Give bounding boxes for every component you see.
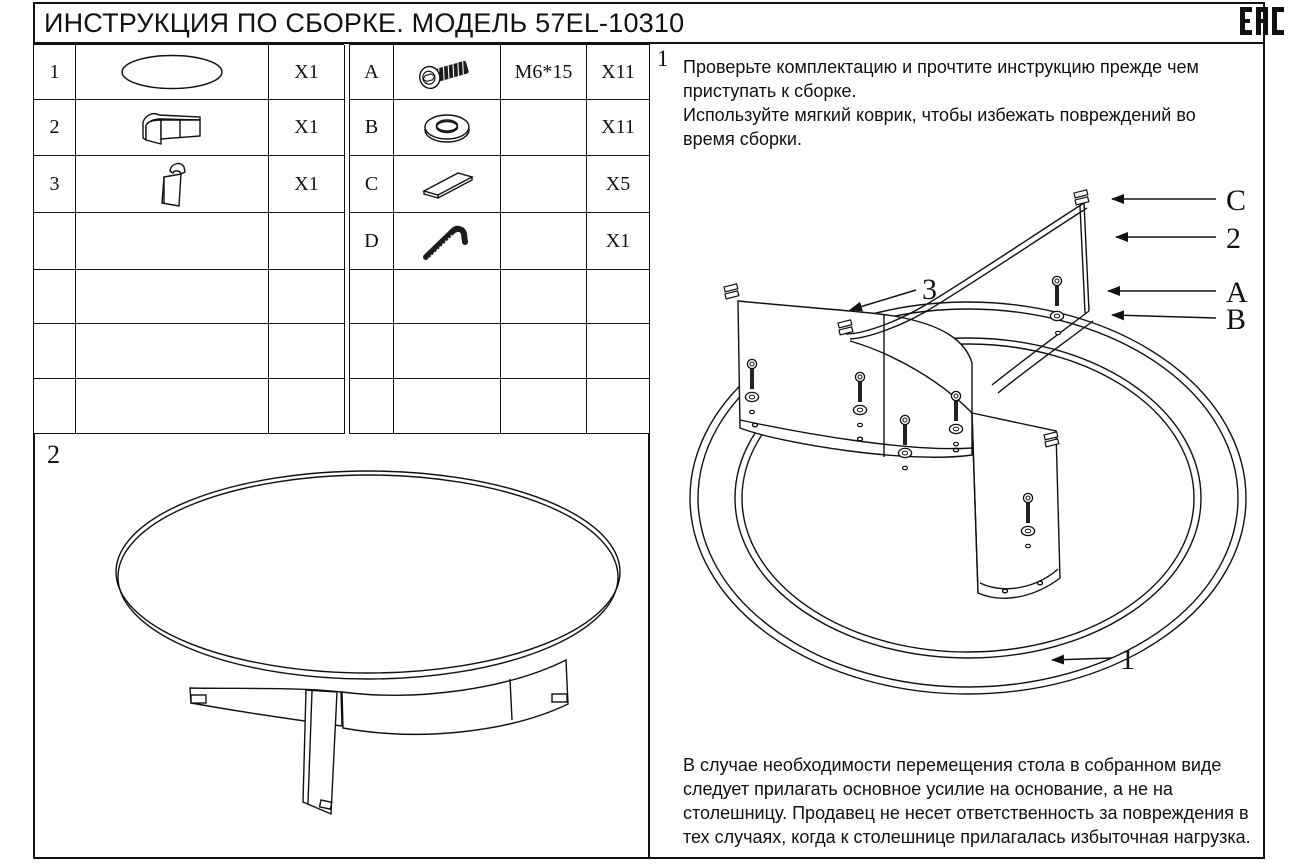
empty-cell <box>501 324 587 379</box>
part-qty: X1 <box>269 156 345 213</box>
part-qty: X1 <box>269 45 345 100</box>
empty-cell <box>76 213 269 270</box>
empty-cell <box>76 270 269 324</box>
hardware-id: A <box>350 45 394 100</box>
washer-icon <box>394 100 501 156</box>
empty-cell <box>587 270 650 324</box>
empty-cell <box>76 324 269 379</box>
base-panel-large-icon <box>76 100 269 156</box>
empty-cell <box>587 379 650 434</box>
hardware-table <box>349 44 649 434</box>
empty-cell <box>394 379 501 434</box>
empty-cell <box>350 324 394 379</box>
hardware-spec <box>501 100 587 156</box>
base-panel-small-icon <box>76 156 269 213</box>
moving-warning-note: В случае необходимости перемещения стола в собранном виде следует прилагать основное усилие на основание, а не на столешницу. Продавец не несет ответственность за повреждения в тех случаях, когда к столешнице прилагалась избыточная нагрузка. <box>683 755 1251 847</box>
empty-cell <box>269 270 345 324</box>
hardware-spec: M6*15 <box>501 45 587 100</box>
empty-cell <box>350 270 394 324</box>
assembled-table-figure <box>40 458 640 858</box>
clip-icon <box>1074 190 1089 205</box>
empty-cell <box>587 324 650 379</box>
header <box>33 2 1265 44</box>
hardware-qty: X5 <box>587 156 650 213</box>
eac-certification-icon <box>1240 7 1286 37</box>
clip-icon <box>724 284 739 299</box>
hardware-spec <box>501 156 587 213</box>
label-part-c: C <box>1226 184 1247 217</box>
part-number: 2 <box>34 100 76 156</box>
hardware-qty: X11 <box>587 100 650 156</box>
hardware-id: D <box>350 213 394 270</box>
allen-key-icon <box>394 213 501 270</box>
empty-cell <box>501 379 587 434</box>
empty-cell <box>34 213 76 270</box>
empty-cell <box>269 324 345 379</box>
label-part-2: 2 <box>1226 222 1241 255</box>
parts-table <box>33 44 344 434</box>
exploded-assembly-figure <box>660 163 1260 723</box>
step-1-paragraph-1: Проверьте комплектацию и прочтите инструкцию прежде чем приступать к сборке. <box>683 57 1199 101</box>
assembled-tabletop-drawing <box>116 471 620 679</box>
hardware-qty: X11 <box>587 45 650 100</box>
label-part-b: B <box>1226 303 1247 336</box>
spacer-plate-icon <box>394 156 501 213</box>
base-panel-front-drawing <box>972 413 1060 598</box>
part-qty: X1 <box>269 100 345 156</box>
assembled-base-drawing <box>190 660 568 814</box>
empty-cell <box>34 324 76 379</box>
hardware-qty: X1 <box>587 213 650 270</box>
step-1-paragraph-2: Используйте мягкий коврик, чтобы избежать повреждений во время сборки. <box>683 105 1196 149</box>
empty-cell <box>269 379 345 434</box>
empty-cell <box>350 379 394 434</box>
empty-cell <box>34 270 76 324</box>
part-number: 3 <box>34 156 76 213</box>
empty-cell <box>269 213 345 270</box>
empty-cell <box>394 324 501 379</box>
base-panel-3-drawing <box>738 301 972 457</box>
page-title: ИНСТРУКЦИЯ ПО СБОРКЕ. МОДЕЛЬ 57EL-10310 <box>44 7 685 38</box>
screw-a-washer-b-drawing <box>1050 276 1063 334</box>
label-part-3: 3 <box>922 273 937 306</box>
label-part-1: 1 <box>1120 643 1135 676</box>
part-number: 1 <box>34 45 76 100</box>
empty-cell <box>394 270 501 324</box>
step-1-number: 1 <box>657 46 669 71</box>
empty-cell <box>501 270 587 324</box>
hardware-id: C <box>350 156 394 213</box>
hardware-spec <box>501 213 587 270</box>
label-part-a: A <box>1226 276 1248 309</box>
step-2-number: 2 <box>47 440 60 469</box>
empty-cell <box>76 379 269 434</box>
tabletop-icon <box>76 45 269 100</box>
empty-cell <box>34 379 76 434</box>
hardware-id: B <box>350 100 394 156</box>
step-1-instructions <box>683 55 1235 151</box>
bolt-icon <box>394 45 501 100</box>
